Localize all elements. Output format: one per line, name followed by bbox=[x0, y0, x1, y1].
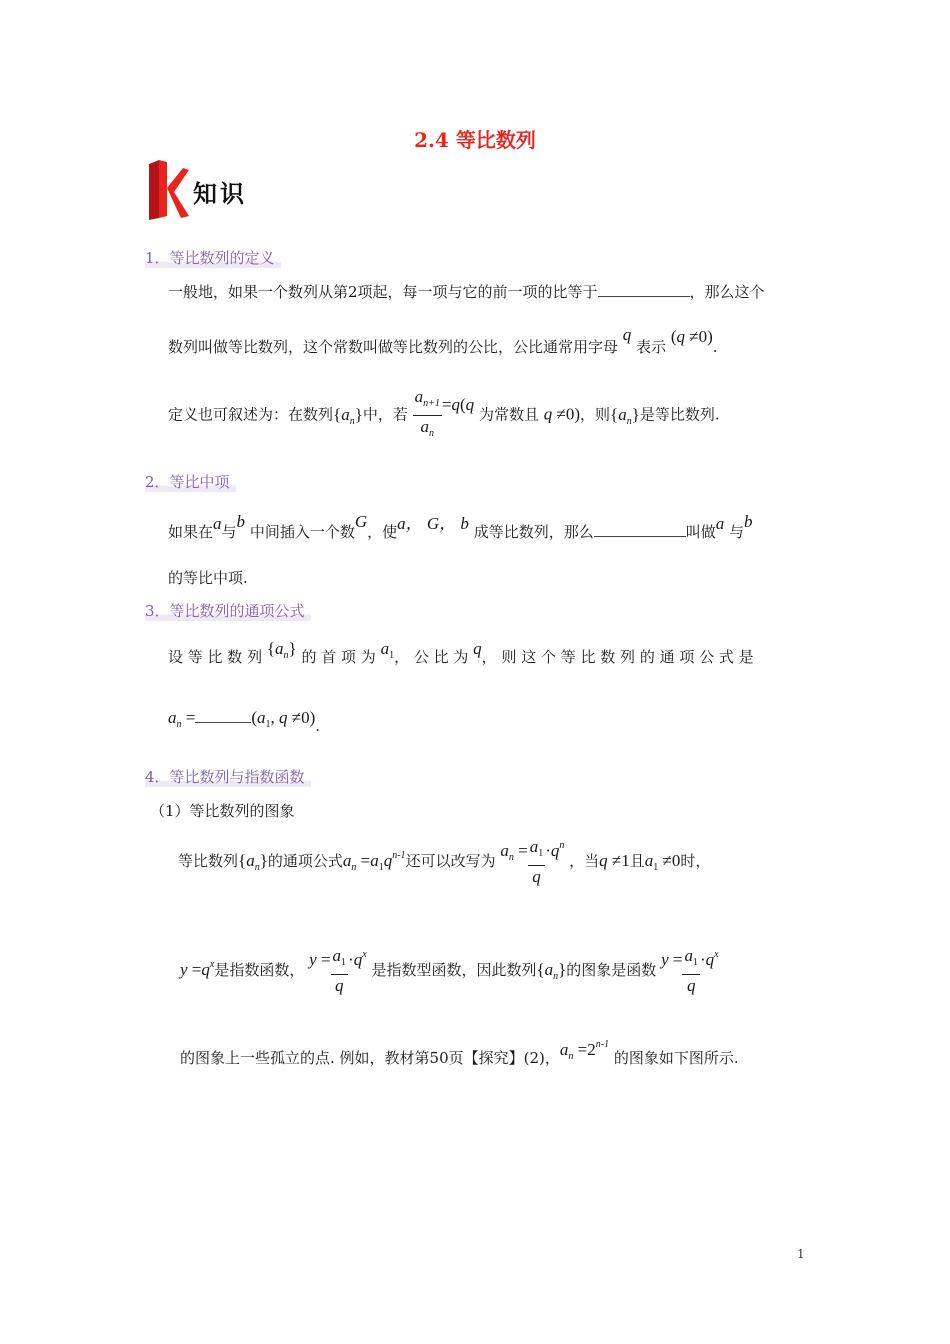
math-a-G-b: a， G， b bbox=[397, 514, 469, 533]
text: 如果在 bbox=[168, 523, 214, 541]
section-1-line-1 bbox=[168, 281, 765, 302]
text: 时， bbox=[680, 852, 711, 870]
math-y-eq: y = bbox=[661, 950, 683, 969]
text: 与 bbox=[221, 523, 237, 541]
text: 是等比数列. bbox=[639, 405, 720, 424]
math-an-eq-2n-1: $a_n =2^{n-1}$ bbox=[559, 1039, 610, 1062]
page-title: 2.4 等比数列 bbox=[414, 128, 536, 152]
k-logo-icon bbox=[147, 160, 189, 220]
page-number: 1 bbox=[797, 1247, 805, 1261]
math-general-term: $a_n = (a_1$, q ≠0) bbox=[168, 708, 316, 730]
math-a1: $a_1$ bbox=[380, 639, 395, 661]
math-an-set: $\{a_n\}$ bbox=[536, 960, 567, 982]
knowledge-logo bbox=[147, 160, 265, 222]
text: ， 公 比 为 bbox=[394, 648, 469, 666]
math-q: q bbox=[622, 325, 632, 344]
section-4-line-1 bbox=[178, 836, 710, 888]
text: ，使 bbox=[367, 523, 398, 541]
text: 的图象是函数 bbox=[566, 961, 657, 979]
text: 定义也可叙述为：在数列 bbox=[168, 405, 334, 424]
section-4-subheading: （1）等比数列的图象 bbox=[150, 802, 295, 820]
text: ， 则 这 个 等 比 数 列 的 通 项 公 式 是 bbox=[481, 648, 754, 666]
text: 的 首 项 为 bbox=[301, 648, 376, 666]
math-an-eq: $a_n$ = bbox=[500, 841, 528, 863]
math-an-formula: $a_n =a_1q^{n-1}$ bbox=[342, 850, 406, 873]
text: 为常数且 bbox=[478, 405, 539, 424]
fill-blank bbox=[594, 522, 686, 537]
text: 表示 bbox=[636, 338, 667, 356]
section-3-heading: 3．等比数列的通项公式 bbox=[145, 600, 311, 621]
math-eq-q: =q(q bbox=[441, 394, 475, 414]
text: 的图象上一些孤立的点. 例如，教材第50页【探究】(2)， bbox=[180, 1049, 560, 1067]
math-dot-qx: $\cdot q^x$ bbox=[348, 949, 367, 969]
text: 等比数列 bbox=[178, 852, 239, 870]
text: 设 等 比 数 列 bbox=[168, 648, 263, 666]
math-a1-neq-0: $a_1 \ne 0$ bbox=[644, 851, 681, 873]
math-a1-over-q: $\frac{a_1}{q}$ bbox=[529, 837, 544, 886]
fill-blank bbox=[195, 708, 251, 723]
math-a1-over-q: $\frac{a_1}{q}$ bbox=[332, 946, 347, 995]
math-dot-qn: $\cdot q^n$ bbox=[545, 840, 565, 860]
math-ratio-fraction: $\frac{a_{n+1}}{a_n}$ bbox=[414, 387, 440, 439]
section-2-line-1 bbox=[168, 512, 753, 542]
text: 的通项公式 bbox=[267, 852, 343, 870]
section-1-heading: 1．等比数列的定义 bbox=[145, 247, 281, 268]
text: 数列叫做等比数列，这个常数叫做等比数列的公比，公比通常用字母 bbox=[168, 338, 619, 356]
section-1-line-3 bbox=[168, 386, 720, 445]
math-a-2: a bbox=[715, 514, 725, 533]
math-an-set: $\{a_n\}$ bbox=[333, 404, 363, 427]
text: 中间插入一个数 bbox=[249, 523, 355, 541]
text: 是指数型函数，因此数列 bbox=[371, 961, 537, 979]
text: 一般地，如果一个数列从第2项起，每一项与它的前一项的比等于 bbox=[168, 283, 598, 301]
section-1-line-2: 数列叫做等比数列，这个常数叫做等比数列的公比，公比通常用字母 q 表示 (q ≠0). bbox=[168, 325, 718, 356]
math-q-neq-1: q ≠1 bbox=[599, 851, 630, 870]
math-an-set: $\{a_n\}$ bbox=[266, 639, 297, 661]
text: ，则 bbox=[580, 405, 611, 424]
math-q: q bbox=[473, 639, 482, 658]
math-a1-over-q: $\frac{a_1}{q}$ bbox=[684, 946, 698, 995]
section-4-line-3 bbox=[180, 1039, 739, 1070]
math-q-neq-0-b: q ≠0) bbox=[543, 404, 580, 424]
math-an-set-b: $\{a_n\}$ bbox=[610, 404, 640, 427]
logo-text: 知识 bbox=[193, 180, 247, 208]
text: 成等比数列，那么 bbox=[473, 523, 594, 541]
math-y-eq-qx: $y =q^x$ bbox=[180, 959, 215, 979]
fill-blank bbox=[598, 282, 690, 297]
text: ，那么这个 bbox=[689, 283, 765, 301]
text: 还可以改写为 bbox=[405, 852, 496, 870]
section-2-heading: 2．等比中项 bbox=[145, 471, 236, 492]
section-2-line-2: 的等比中项. bbox=[168, 569, 248, 587]
text: 与 bbox=[729, 523, 745, 541]
section-4-heading: 4．等比数列与指数函数 bbox=[145, 766, 311, 787]
text: 叫做 bbox=[685, 523, 716, 541]
text: 中，若 bbox=[362, 405, 408, 424]
text: 是指数函数， bbox=[214, 961, 305, 979]
text: 的图象如下图所示. bbox=[613, 1049, 739, 1067]
math-dot-qx: $\cdot q^x$ bbox=[699, 949, 719, 969]
math-G: G bbox=[354, 512, 368, 531]
math-a: a bbox=[213, 514, 222, 533]
section-4-line-2 bbox=[180, 945, 719, 997]
math-an-set: $\{a_n\}$ bbox=[238, 851, 268, 873]
section-3-line-1 bbox=[168, 639, 754, 669]
section-3-formula: $a_n = (a_1$, q ≠0). bbox=[168, 708, 321, 735]
text: 且 bbox=[629, 852, 645, 870]
math-q-neq-0: (q ≠0) bbox=[670, 327, 713, 346]
math-b: b bbox=[236, 512, 246, 531]
math-b-2: b bbox=[744, 512, 753, 531]
math-y-eq: y = bbox=[309, 950, 331, 969]
text: ，当 bbox=[569, 852, 600, 870]
